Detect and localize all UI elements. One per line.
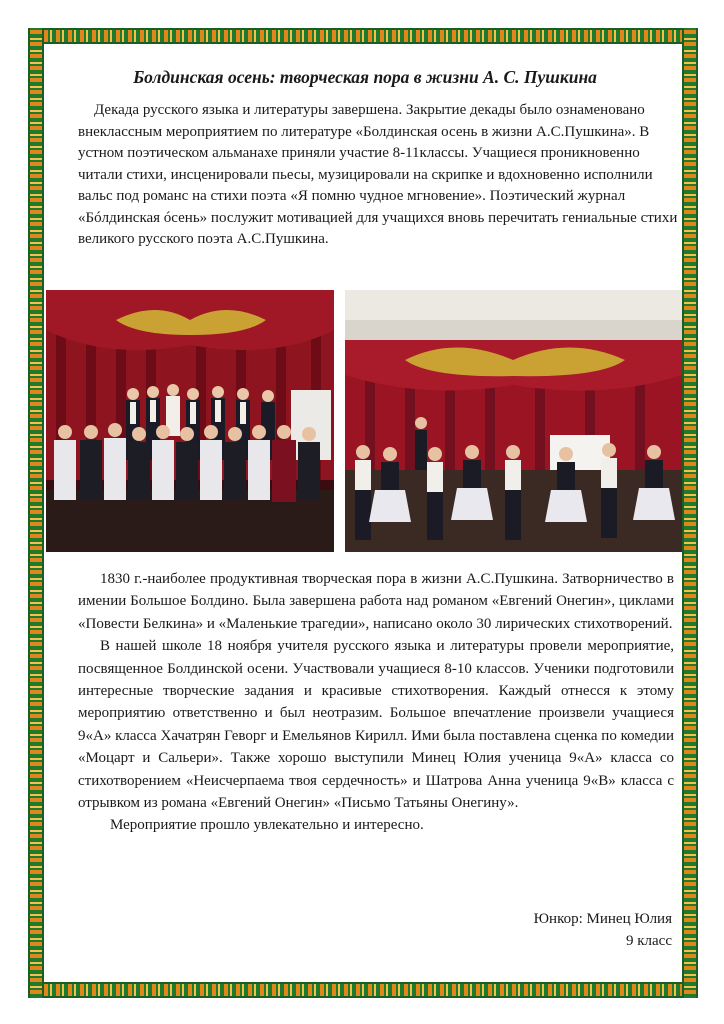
article-body (78, 568, 674, 837)
ornament-border-left (28, 28, 44, 998)
body-paragraph-1: 1830 г.-наиболее продуктивная творческая пора в жизни А.С.Пушкина. Затворничество в имении Большое Болдино. Была завершена работа над романом «Евгений Онегин», циклами «Повести Белкина» и «Маленькие трагедии», написано около 30 лирических стихотворений. (78, 571, 674, 632)
ornament-border-bottom (28, 982, 696, 998)
signature-author: Юнкор: Минец Юлия (533, 911, 672, 927)
body-paragraph-2: В нашей школе 18 ноября учителя русского языка и литературы провели мероприятие, посвященное Болдинской осени. Участвовали учащиеся 8-10 классов. Ученики подготовили интересные творческие задания и красивые стихотворения. Каждый отнесся к этому мероприятию ответственно и был неотразим. Большое впечатление произвели учащиеся 9«А» класса Хачатрян Геворг и Емельянов Кирилл. Ими была поставлена сценка по комедии «Моцарт и Сальери». Также хорошо выступили Минец Юлия ученица 9«А» класса со стихотворением «Неисчерпаема твоя сердечность» и Шатрова Анна ученица 9«В» класса с отрывком из романа «Евгений Онегин» «Письмо Татьяны Онегину». (78, 638, 674, 812)
signature (372, 908, 672, 952)
intro-paragraph: Декада русского языка и литературы завершена. Закрытие декады было ознаменовано внеклассным мероприятием по литературе «Болдинская осень в жизни А.С.Пушкина». В устном поэтическом альманахе приняли участие 8-11классы. Учащиеся проникновенно читали стихи, инсценировали пьесы, музицировали на скрипке и вдохновенно исполнили вальс под романс на стихи поэта «Я помню чудное мгновение». Поэтический журнал «Бóлдинская óсень» послужит мотивацией для учащихся вновь перечитать гениальные стихи великого русского поэта А.С.Пушкина. (78, 102, 678, 247)
body-paragraph-3: Мероприятие прошло увлекательно и интересно. (110, 817, 424, 834)
ornament-border-top (28, 28, 696, 44)
article-title: Болдинская осень: творческая пора в жизни А. С. Пушкина (133, 67, 597, 87)
dance-photo (345, 290, 682, 552)
signature-grade: 9 класс (626, 933, 672, 949)
ornament-border-right (682, 28, 698, 998)
group-photo (46, 290, 334, 552)
